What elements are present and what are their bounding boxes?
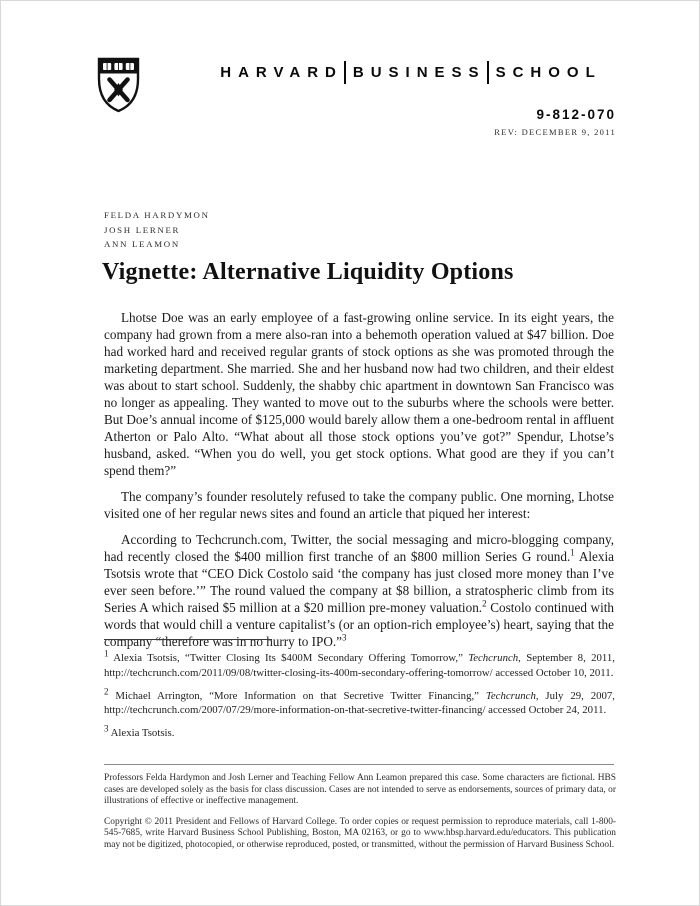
footnote-2 [104,686,615,719]
footnote-3 [104,723,615,741]
footer [104,773,616,861]
case-number: 9-812-070 [536,107,616,122]
footnote-journal: Techcrunch [468,652,519,664]
wordmark-school: SCHOOL [495,63,602,81]
footnote-number: 2 [104,686,109,696]
footnote-text: Alexia Tsotsis, “Twitter Closing Its $400M Secondary Offering Tomorrow,” [113,652,469,664]
footnote-separator-rule [104,639,272,640]
paragraph-2: The company’s founder resolutely refused to take the company public. One morning, Lhotse visited one of her regular news sites and found an article that piqued her interest: [104,489,614,521]
hbs-shield-icon [97,57,140,113]
footer-copyright: Copyright © 2011 President and Fellows of Harvard College. To order copies or request permission to reproduce materials, call 1-800-545-7685, write Harvard Business School Publishing, Boston, MA 02163, or go to www.hbsp.harvard.edu/educators. This publication may not be digitized, photocopied, or otherwise reproduced, posted, or transmitted, without the permission of Harvard Business School. [104,816,616,850]
footer-attribution: Professors Felda Hardymon and Josh Lerner and Teaching Fellow Ann Leamon prepared this case. Some characters are fictional. HBS cases are developed solely as the basis for class discussion. Cases are not intended to serve as endorsements, sources of primary data, or illustrations of effective or ineffective management. [104,773,616,807]
hbs-wordmark [199,59,623,85]
footnote-text: , September 8, 2011, http://techcrunch.com/2011/09/08/twitter-closing-its-400m-secondary-offering-tomorrow/ accessed October 10, 2011. [104,652,615,679]
author-name: JOSH LERNER [104,224,181,235]
wordmark-divider [344,61,346,84]
wordmark-divider [487,61,489,84]
author-name: ANN LEAMON [104,239,180,249]
footnote-journal: Techcrunch [485,689,536,702]
paragraph-3-segment: Costolo continued with words that would chill a venture capitalist’s (or an option-rich employee’s) heart, saying that the company “therefore was in no hurry to IPO.” [104,600,614,649]
footer-separator-rule [104,764,614,765]
footnote-number: 3 [104,723,109,734]
paragraph-3 [104,531,614,650]
paragraph-3-segment: According to Techcrunch.com, Twitter, the social messaging and micro-blogging company, had recently closed the $400 million first tranche of an $800 million Series G round. [104,532,614,564]
footnotes [104,648,615,749]
case-title: Vignette: Alternative Liquidity Options [102,259,514,285]
wordmark-business: BUSINESS [352,63,486,81]
revision-date: REV: DECEMBER 9, 2011 [494,127,616,137]
footnote-marker-2: 2 [482,598,487,609]
footnote-text: , July 29, 2007, http://techcrunch.com/2007/07/29/more-information-on-that-secretive-twitter-financing/ accessed October 24, 2011. [104,689,615,717]
author-list [104,208,210,252]
author-name: FELDA HARDYMON [104,210,210,220]
body-text [104,309,614,659]
footnote-text: Alexia Tsotsis. [110,727,175,740]
footnote-marker-1: 1 [570,547,575,558]
paragraph-1: Lhotse Doe was an early employee of a fast-growing online service. In its eight years, the company had grown from a mere also-ran into a behemoth operation valued at $47 billion. Doe had worked hard and received regular grants of stock options as she was promoted through the marketing department. She married. She and her husband now had two children, and their eldest was about to start school. Suddenly, the shabby chic apartment in downtown San Francisco was no longer as appealing. They wanted to move out to the suburbs where the schools were better. But Doe’s annual income of $125,000 would barely allow them a one-bedroom rental in affluent Atherton or Palo Alto. “What about all those stock options you’ve got?” Spendur, Lhotse’s husband, asked. “When you do well, you get stock options. What good are they if you can’t spend them?” [104,310,614,478]
footnote-number: 1 [104,648,109,659]
footnote-text: Michael Arrington, “More Information on that Secretive Twitter Financing,” [115,689,486,702]
footnote-marker-3: 3 [342,632,347,643]
wordmark-harvard: HARVARD [220,63,343,81]
paragraph-3-segment: Alexia Tsotsis wrote that “CEO Dick Costolo said ‘the company has just closed more money than I’ve ever seen before.’” The round valued the company at $8 billion, a stratospheric climb from its Series A which raised $5 million at a $20 million pre-money valuation. [104,549,614,615]
footnote-1 [104,648,615,681]
